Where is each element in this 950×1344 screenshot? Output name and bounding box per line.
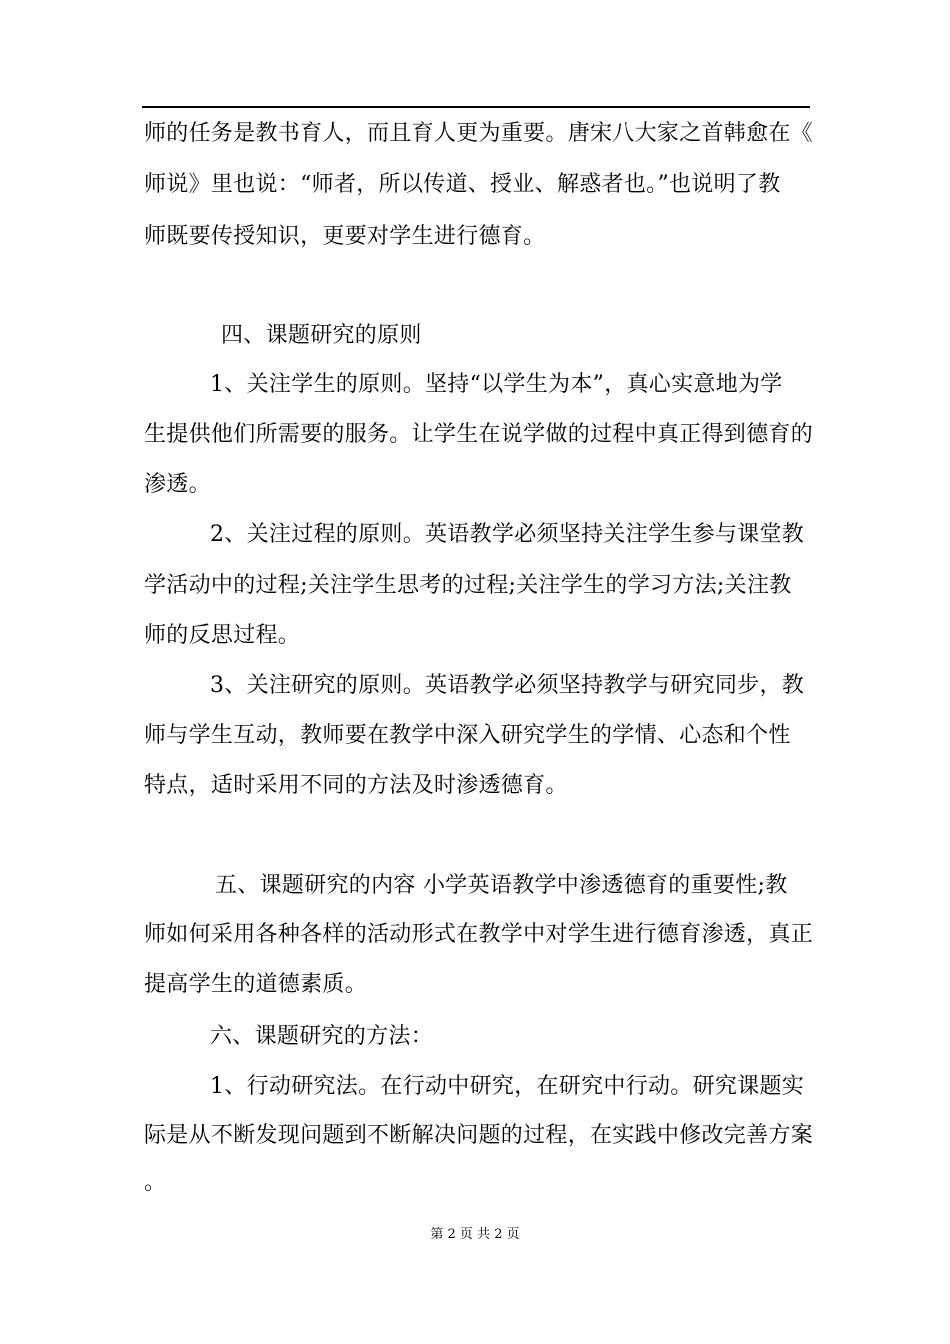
text-line: 师的任务是教书育人，而且育人更为重要。唐宋八大家之首韩愈在《: [144, 121, 814, 146]
text-line: 特点，适时采用不同的方法及时渗透德育。: [144, 773, 568, 798]
text-line: 际是从不断发现问题到不断解决问题的过程，在实践中修改完善方案: [144, 1123, 814, 1148]
text-line: 1、行动研究法。在行动中研究，在研究中行动。研究课题实: [210, 1074, 805, 1099]
text-line: 师说》里也说：“师者，所以传道、授业、解惑者也。”也说明了教: [144, 172, 781, 197]
text-line: 学活动中的过程;关注学生思考的过程;关注学生的学习方法;关注教: [144, 573, 792, 598]
text-line: 3、关注研究的原则。英语教学必须坚持教学与研究同步，教: [210, 673, 805, 698]
text-line: 1、关注学生的原则。坚持“以学生为本”，真心实意地为学: [210, 372, 783, 397]
text-line: 师与学生互动，教师要在教学中深入研究学生的学情、心态和个性: [144, 723, 791, 748]
section-heading-content: 五、课题研究的内容 小学英语教学中渗透德育的重要性;教: [215, 873, 788, 898]
text-line: 师的反思过程。: [144, 623, 301, 648]
page-footer: 第 2 页 共 2 页: [430, 1227, 520, 1242]
text-line: 提高学生的道德素质。: [144, 972, 368, 997]
section-heading-principles: 四、课题研究的原则: [221, 323, 422, 348]
text-line: 师既要传授知识，更要对学生进行德育。: [144, 224, 546, 249]
text-line: 师如何采用各种各样的活动形式在教学中对学生进行德育渗透，真正: [144, 922, 814, 947]
header-rule: [142, 106, 810, 108]
text-line: 。: [144, 1170, 167, 1195]
text-line: 2、关注过程的原则。英语教学必须坚持关注学生参与课堂教: [210, 522, 805, 547]
section-heading-methods: 六、课题研究的方法：: [210, 1024, 434, 1049]
text-line: 生提供他们所需要的服务。让学生在说学做的过程中真正得到德育的: [144, 422, 814, 447]
text-line: 渗透。: [144, 472, 211, 497]
